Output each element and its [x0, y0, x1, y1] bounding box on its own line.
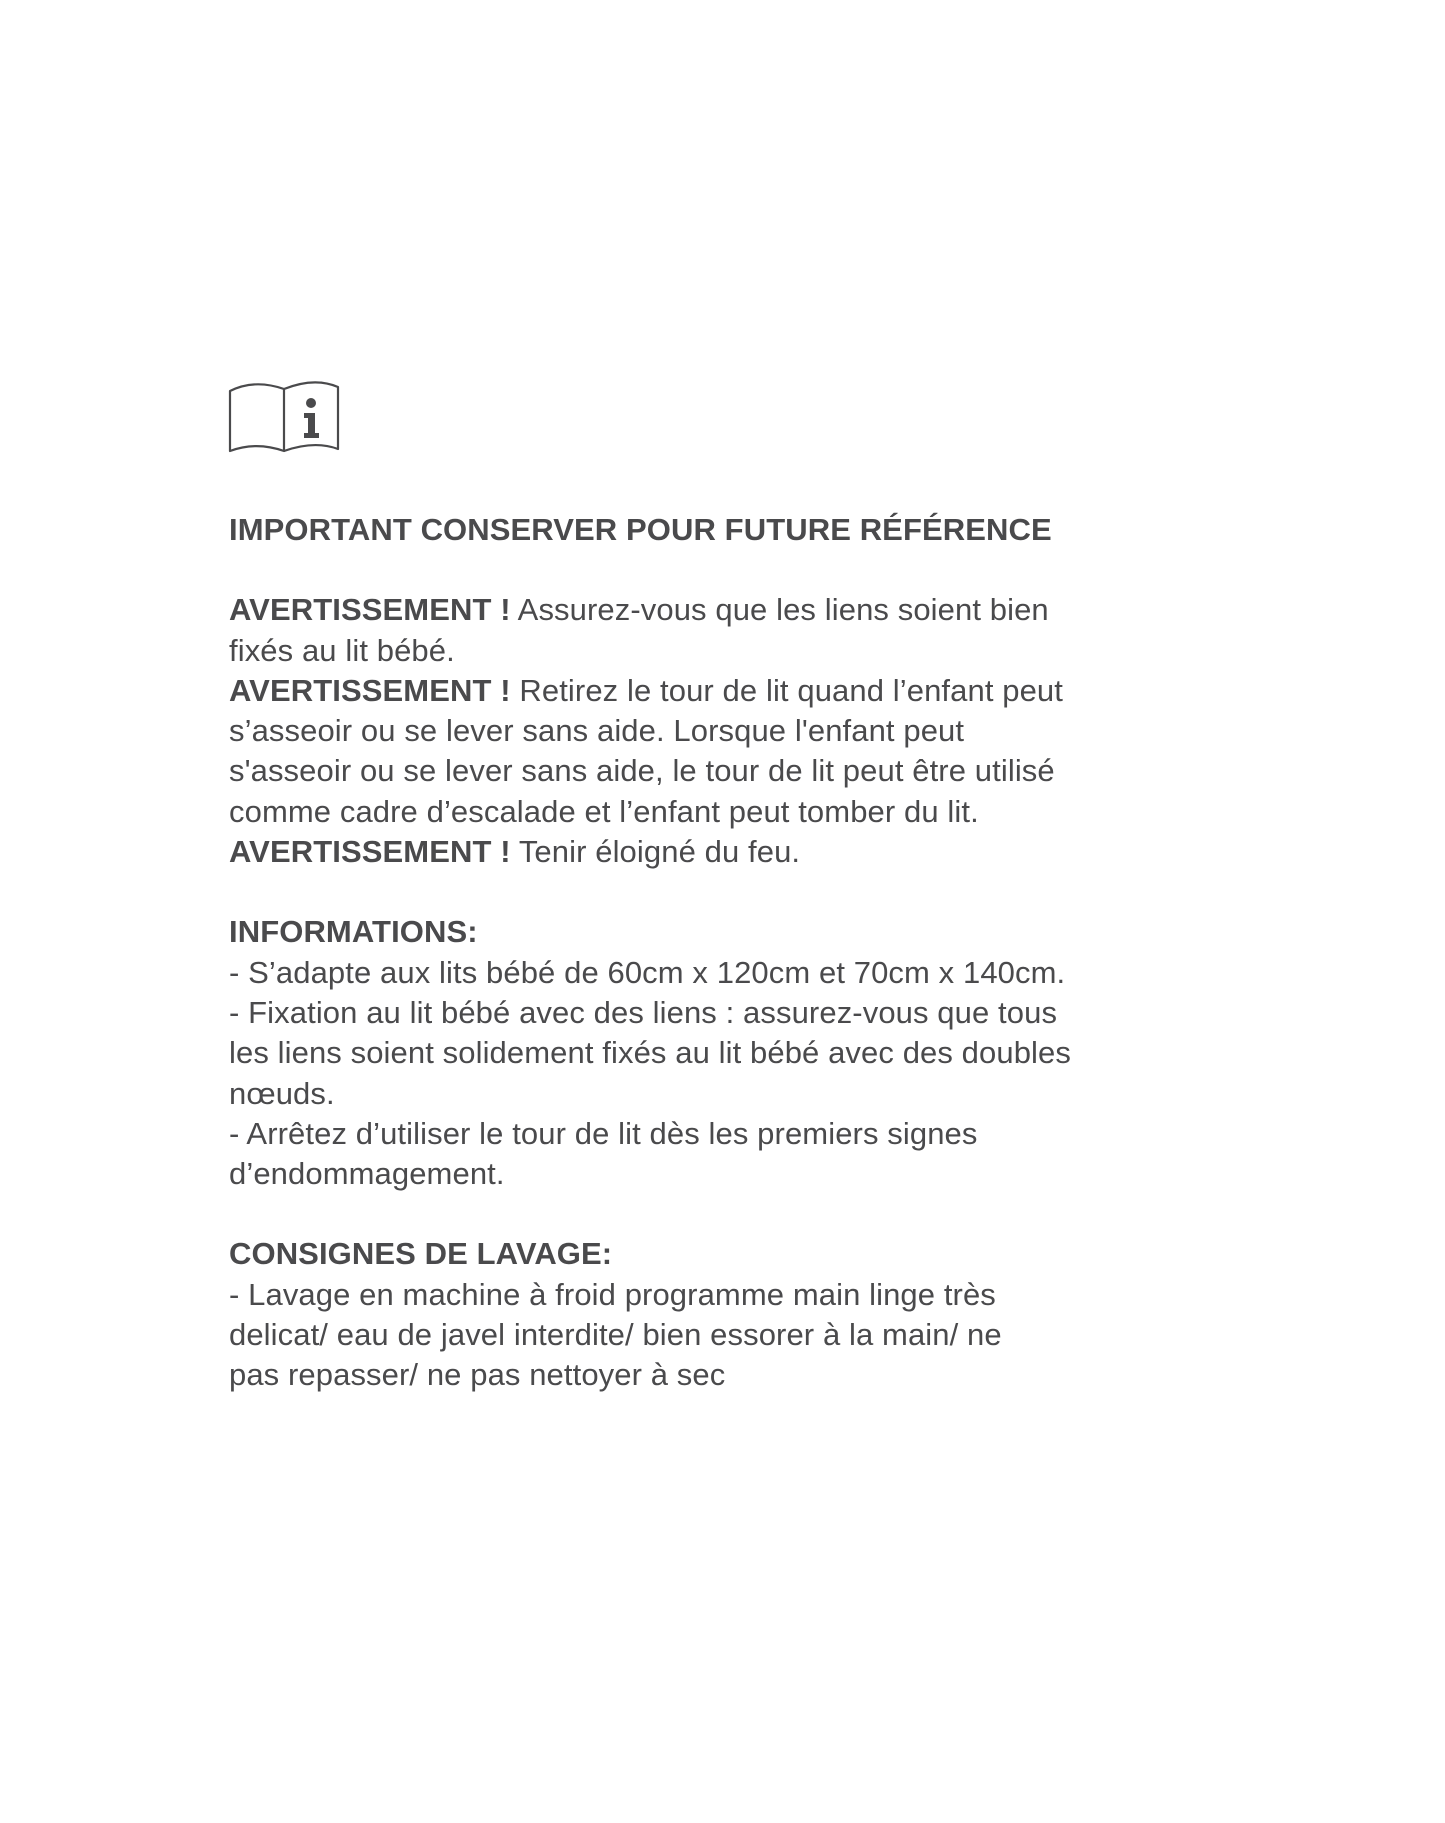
read-manual-info-icon [228, 377, 340, 453]
informations-line: - Arrêtez d’utiliser le tour de lit dès les premiers signes [229, 1115, 978, 1151]
warning-text: comme cadre d’escalade et l’enfant peut tomber du lit. [229, 793, 979, 829]
warning-text: s’asseoir ou se lever sans aide. Lorsque l'enfant peut [229, 713, 965, 749]
lavage-heading: CONSIGNES DE LAVAGE: [229, 1236, 613, 1272]
warning-label: AVERTISSEMENT ! [229, 834, 511, 870]
lavage-line: - Lavage en machine à froid programme main linge très [229, 1276, 996, 1312]
informations-line: nœuds. [229, 1075, 335, 1111]
informations-section [229, 912, 1229, 1194]
lavage-line: delicat/ eau de javel interdite/ bien essorer à la main/ ne [229, 1317, 1002, 1353]
warning-text: Assurez-vous que les liens soient bien [510, 592, 1049, 628]
warning-text: Retirez le tour de lit quand l’enfant peut [510, 672, 1063, 708]
lavage-line: pas repasser/ ne pas nettoyer à sec [229, 1357, 726, 1393]
warning-text: s'asseoir ou se lever sans aide, le tour de lit peut être utilisé [229, 753, 1055, 789]
informations-line: les liens soient solidement fixés au lit bébé avec des doubles [229, 1035, 1071, 1071]
informations-line: d’endommagement. [229, 1156, 505, 1192]
warning-2 [229, 671, 1229, 832]
informations-heading: INFORMATIONS: [229, 914, 478, 950]
informations-line: - S’adapte aux lits bébé de 60cm x 120cm et 70cm x 140cm. [229, 954, 1066, 990]
warning-text: fixés au lit bébé. [229, 632, 455, 668]
warning-label: AVERTISSEMENT ! [229, 672, 511, 708]
page-title: IMPORTANT CONSERVER POUR FUTURE RÉFÉRENCE [229, 512, 1052, 547]
warning-1 [229, 590, 1229, 671]
warning-label: AVERTISSEMENT ! [229, 592, 511, 628]
warning-text: Tenir éloigné du feu. [510, 834, 801, 870]
informations-line: - Fixation au lit bébé avec des liens : assurez-vous que tous [229, 994, 1058, 1030]
lavage-section [229, 1234, 1229, 1395]
document-body [229, 510, 1229, 1396]
warning-3 [229, 832, 1229, 872]
